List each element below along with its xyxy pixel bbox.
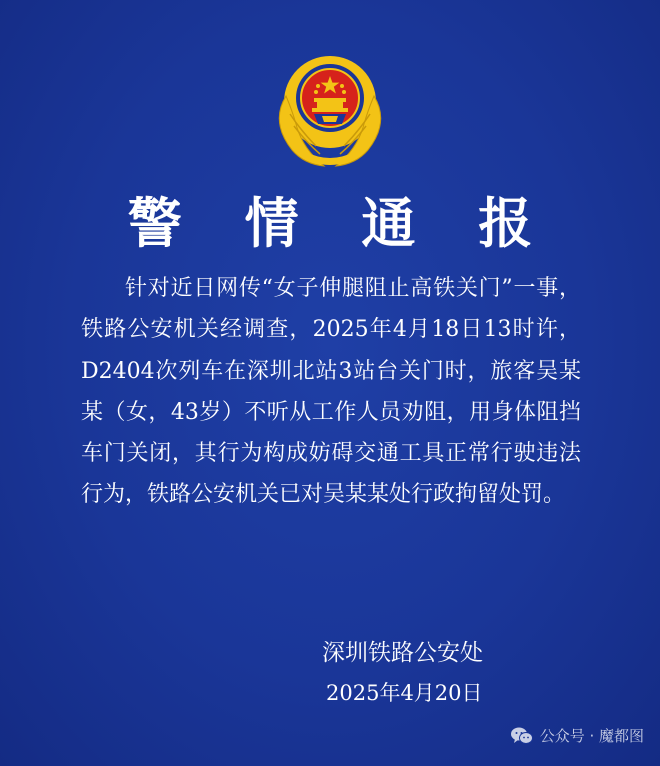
notice-body: 针对近日网传“女子伸腿阻止高铁关门”一事，铁路公安机关经调查，2025年4月18日13时许，D2404次列车在深圳北站3站台关门时，旅客吴某某（女，43岁）不听从工作人员劝阻，用身体阻挡车门关闭，其行为构成妨碍交通工具正常行驶违法行为，铁路公安机关已对吴某某处行政拘留处罚。 (81, 276, 581, 508)
notice-title: 警 情 通 报 (127, 192, 555, 255)
police-emblem-icon (262, 52, 398, 168)
issue-date: 2025年4月20日 (326, 681, 483, 705)
watermark-text: 公众号 · 魔都图 (539, 727, 644, 745)
issuing-organization: 深圳铁路公安处 (322, 640, 483, 666)
wechat-icon (510, 726, 534, 746)
watermark (510, 725, 644, 746)
